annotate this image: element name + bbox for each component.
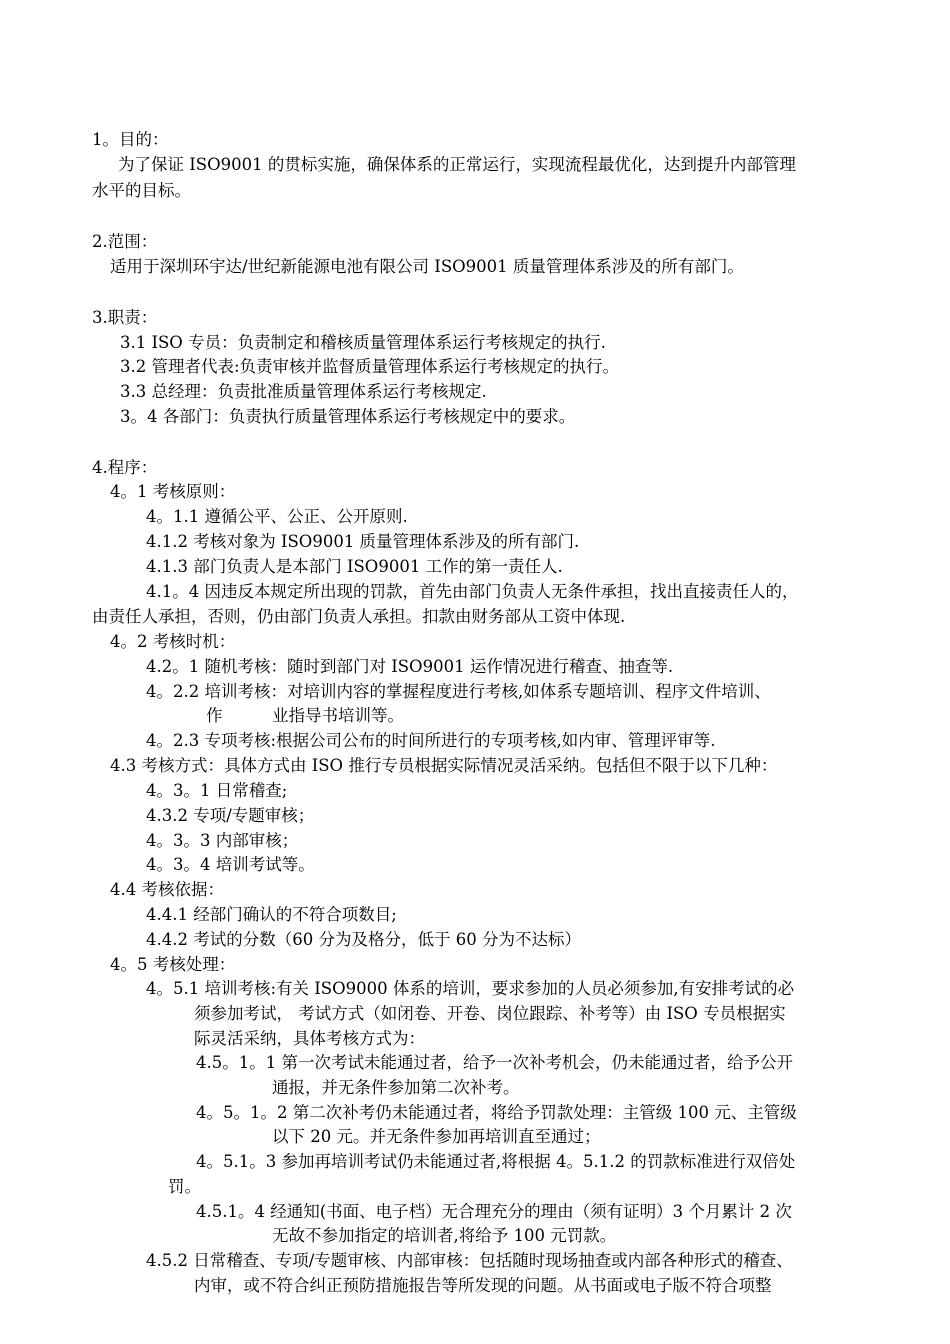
item-4-1-2: 4.1.2 考核对象为 ISO9001 质量管理体系涉及的所有部门.	[146, 532, 580, 551]
item-4-3: 4.3 考核方式：具体方式由 ISO 推行专员根据实际情况灵活采纳。包括但不限于以下几种：	[110, 756, 778, 775]
item-4-5-1-1-line-1: 4.5。1。1 第一次考试未能通过者，给予一次补考机会，仍未能通过者，给予公开	[196, 1053, 793, 1072]
item-4-2-1: 4.2。1 随机考核：随时到部门对 ISO9001 运作情况进行稽查、抽查等.	[146, 657, 674, 676]
item-4-4-1: 4.4.1 经部门确认的不符合项数目;	[146, 905, 397, 924]
section-3-heading: 3.职责：	[92, 308, 158, 327]
item-4-3-2: 4.3.2 专项/专题审核；	[146, 806, 315, 825]
section-1-heading: 1。目的：	[92, 130, 169, 149]
item-4-5-1-4-line-2: 无故不参加指定的培训者,将给予 100 元罚款。	[272, 1226, 617, 1245]
item-4-2-2-line-2-start: 作	[206, 706, 223, 725]
item-4-2: 4。2 考核时机：	[110, 632, 236, 651]
section-2-heading: 2.范围：	[92, 232, 158, 251]
item-3-3: 3.3 总经理：负责批准质量管理体系运行考核规定.	[120, 382, 487, 401]
section-4-heading: 4.程序：	[92, 458, 158, 477]
item-4-5-1-4-line-1: 4.5.1。4 经通知(书面、电子档）无合理充分的理由（须有证明）3 个月累计 2 次	[196, 1202, 792, 1221]
item-4-1-4-line-2: 由责任人承担，否则，仍由部门负责人承担。扣款由财务部从工资中体现.	[92, 607, 626, 626]
item-3-4: 3。4 各部门：负责执行质量管理体系运行考核规定中的要求。	[120, 407, 576, 426]
item-4-5: 4。5 考核处理：	[110, 955, 236, 974]
item-4-3-1: 4。3。1 日常稽查;	[146, 781, 288, 800]
item-4-1-4-line-1: 4.1。4 因违反本规定所出现的罚款，首先由部门负责人无条件承担，找出直接责任人的，	[146, 582, 799, 601]
item-4-2-3: 4。2.3 专项考核:根据公司公布的时间所进行的专项考核,如内审、管理评审等.	[146, 731, 716, 750]
item-4-1-1: 4。1.1 遵循公平、公正、公开原则.	[146, 507, 408, 526]
item-4-3-3: 4。3。3 内部审核；	[146, 831, 299, 850]
item-4-5-1-1-line-2: 通报，并无条件参加第二次补考。	[272, 1078, 520, 1097]
item-4-5-1-line-3: 际灵活采纳，具体考核方式为：	[194, 1029, 425, 1048]
item-4-2-2-line-1: 4。2.2 培训考核：对培训内容的掌握程度进行考核,如体系专题培训、程序文件培训、	[146, 682, 771, 701]
item-4-5-1-3-line-2: 罚。	[168, 1177, 201, 1196]
item-4-4-2: 4.4.2 考试的分数（60 分为及格分，低于 60 分为不达标）	[146, 930, 581, 949]
item-3-1: 3.1 ISO 专员：负责制定和稽核质量管理体系运行考核规定的执行.	[120, 333, 606, 352]
item-4-3-4: 4。3。4 培训考试等。	[146, 855, 315, 874]
section-2-body: 适用于深圳环宇达/世纪新能源电池有限公司 ISO9001 质量管理体系涉及的所有部门。	[110, 257, 744, 276]
section-1-body-line-2: 水平的目标。	[92, 181, 191, 200]
item-4-5-1-3-line-1: 4。5.1。3 参加再培训考试仍未能通过者,将根据 4。5.1.2 的罚款标准进行双倍处	[196, 1152, 796, 1171]
item-4-5-2-line-2: 内审，或不符合纠正预防措施报告等所发现的问题。从书面或电子版不符合项整	[194, 1276, 772, 1295]
item-4-5-1-2-line-1: 4。5。1。2 第二次补考仍未能通过者，将给予罚款处理：主管级 100 元、主管级	[196, 1103, 797, 1122]
item-4-5-2-line-1: 4.5.2 日常稽查、专项/专题审核、内部审核：包括随时现场抽查或内部各种形式的稽查、	[146, 1251, 793, 1270]
item-4-5-1-2-line-2: 以下 20 元。并无条件参加再培训直至通过；	[272, 1127, 601, 1146]
item-4-1: 4。1 考核原则：	[110, 482, 236, 501]
item-4-2-2-line-2-end: 业指导书培训等。	[272, 706, 404, 725]
item-4-5-1-line-2: 须参加考试， 考试方式（如闭卷、开卷、岗位跟踪、补考等）由 ISO 专员根据实	[194, 1004, 786, 1023]
item-4-1-3: 4.1.3 部门负责人是本部门 ISO9001 工作的第一责任人.	[146, 557, 563, 576]
item-4-5-1-line-1: 4。5.1 培训考核:有关 ISO9000 体系的培训，要求参加的人员必须参加,有安排考试的必	[146, 979, 795, 998]
section-1-body-line-1: 为了保证 ISO9001 的贯标实施，确保体系的正常运行，实现流程最优化，达到提升内部管理	[118, 155, 796, 174]
item-3-2: 3.2 管理者代表:负责审核并监督质量管理体系运行考核规定的执行。	[120, 357, 620, 376]
item-4-4: 4.4 考核依据：	[110, 880, 224, 899]
